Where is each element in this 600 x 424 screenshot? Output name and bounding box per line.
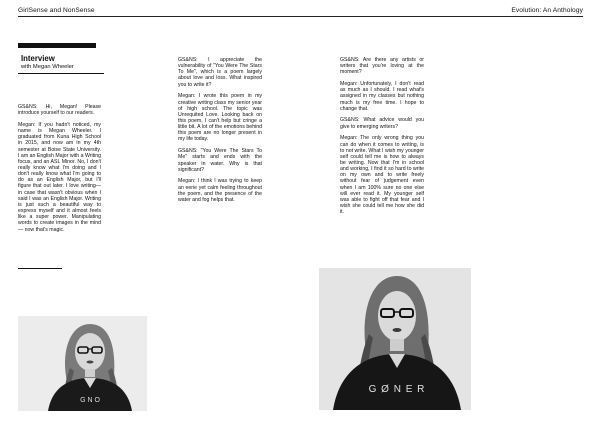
- paragraph: Megan: If you hadn't noticed, my name is Megan Wheeler. I graduated from Kuna High School in 2015, and now am in my 4th semester at Boise State University. I am an English Major with a Writing focus, and an ASL Minor. No, I don't really know what I'm doing and I don't really know what I'm going to do as an English Major, but I'll figure that out later. I love writing— in case that wasn't obvious when I said I was an English Major. Writing is just such a beautiful way to express myself and it almost feels like a super power. Manipulating words to create images in the mind— now that's magic.: [18, 121, 101, 233]
- paragraph: GS&NS: "You Were The Stars To Me" starts and ends with the speaker in water. Why is that significant?: [178, 148, 262, 173]
- shirt-text: G N O: [80, 397, 100, 404]
- header-right-title: Evolution: An Anthology: [511, 7, 583, 14]
- portrait-photo-2: [319, 268, 471, 410]
- paragraph: Megan: The only wrong thing you can do when it comes to writing, is to not write. What I wish my younger self could tell me is how to always be writing. Now that I'm in school and working, I find it so hard to write on my own and to write freely without fear of judgement even when I am 100% sure no one else will ever read it. My younger self was able to fight off that fear and I wish she could tell me how she did it.: [340, 135, 424, 216]
- column-3: [340, 57, 424, 221]
- paragraph: Megan: I think I was trying to keep an eerie yet calm feeling throughout the poem, and the presence of the water and fog helps that.: [178, 178, 262, 203]
- paragraph: GS&NS: I appreciate the vulnerability of "You Were The Stars To Me", which is a poem largely about love and loss. What inspired you to write it?: [178, 57, 262, 88]
- portrait-photo-icon: [319, 268, 471, 410]
- article-title: Interview: [21, 54, 55, 63]
- paragraph: Megan: I wrote this poem in my creative writing class my senior year of high school. The topic was Unrequited Love. Looking back on this poem, I can't help but cringe a little bit. A lot of the emotions behind this poem are no longer present in my life today.: [178, 93, 262, 143]
- header-left-title: GirlSense and NonSense: [18, 7, 95, 14]
- column-1: [18, 104, 101, 238]
- paragraph: GS&NS: What advice would you give to emerging writers?: [340, 117, 424, 130]
- paragraph: GS&NS: Hi, Megan! Please introduce yourself to our readers.: [18, 104, 101, 117]
- column-2: [178, 57, 262, 209]
- title-rule: [18, 73, 104, 74]
- portrait-photo-icon: [18, 316, 147, 411]
- shirt-text: G Ø N E R: [368, 384, 426, 395]
- header-rule: [18, 16, 583, 17]
- column-end-rule: [18, 268, 62, 269]
- article-subtitle: with Megan Wheeler: [21, 64, 74, 70]
- paragraph: GS&NS: Are there any artists or writers that you're loving at the moment?: [340, 57, 424, 76]
- paragraph: Megan: Unfortunately, I don't read as much as I should. I read what's assigned in my classes but nothing much is my free time. I hope to change that.: [340, 81, 424, 112]
- portrait-photo-1: [18, 316, 147, 411]
- title-accent-bar: [18, 43, 96, 48]
